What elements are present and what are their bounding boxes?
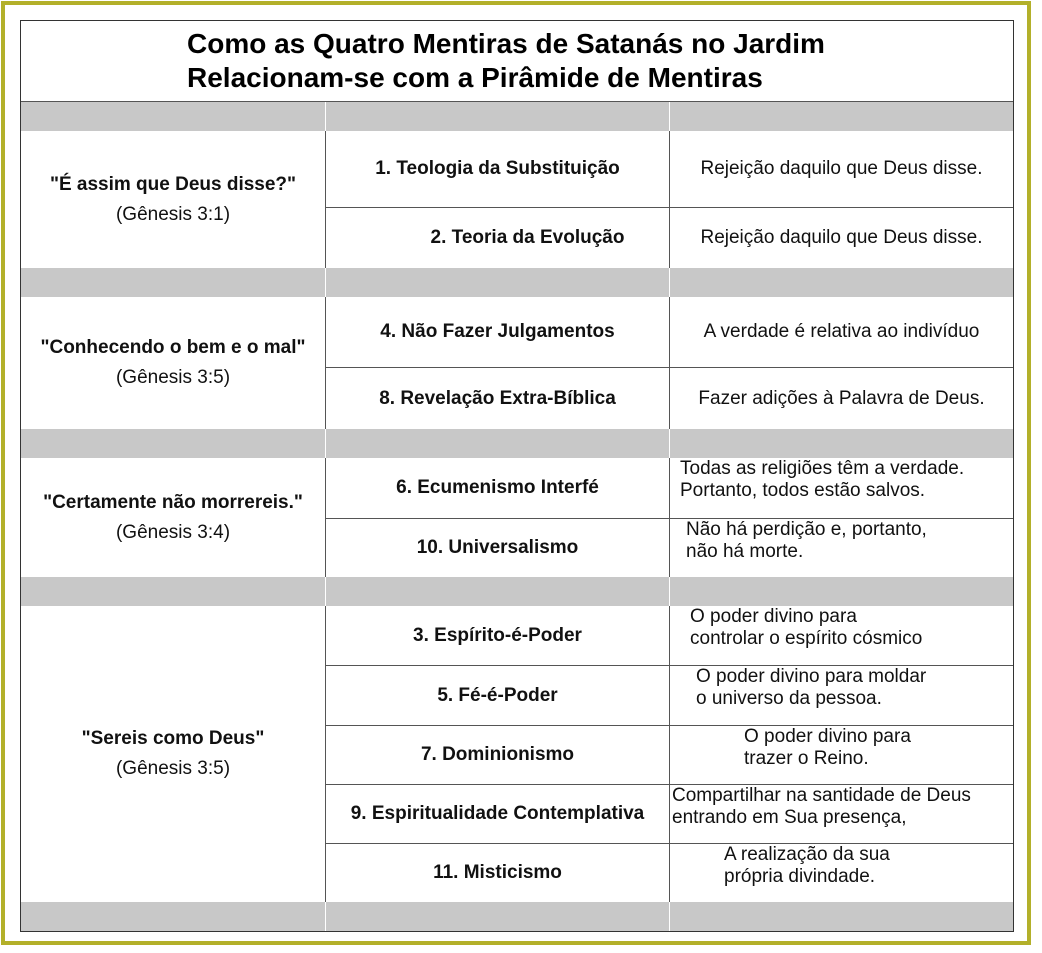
doctrine-cell: 10. Universalismo	[416, 537, 579, 558]
doctrine-cell: 2. Teoria da Evolução	[430, 227, 625, 248]
meaning-line: O poder divino para moldar	[696, 666, 927, 687]
meaning-line: Compartilhar na santidade de Deus	[672, 785, 971, 806]
meaning-cell	[670, 519, 1013, 577]
meaning-line: O poder divino para	[690, 606, 857, 627]
meaning-line: O poder divino para	[744, 726, 911, 747]
title-line-1: Como as Quatro Mentiras de Satanás no Jardim	[187, 28, 825, 59]
doctrine-cell: 7. Dominionismo	[420, 744, 575, 765]
lie-reference: (Gênesis 3:5)	[115, 758, 231, 779]
separator-band	[21, 268, 1013, 297]
lies-table	[20, 20, 1014, 932]
meaning-line: controlar o espírito cósmico	[690, 628, 923, 649]
meaning-cell	[670, 785, 1013, 843]
meaning-line: trazer o Reino.	[744, 748, 869, 769]
meaning-cell: A verdade é relativa ao indivíduo	[703, 321, 980, 342]
meaning-cell: Rejeição daquilo que Deus disse.	[700, 227, 983, 248]
meaning-cell	[670, 458, 1013, 518]
meaning-line: A realização da sua	[724, 844, 890, 865]
table-title	[187, 27, 987, 95]
meaning-cell: Fazer adições à Palavra de Deus.	[698, 387, 985, 409]
meaning-line: o universo da pessoa.	[696, 688, 882, 709]
separator-band	[21, 902, 1013, 931]
lie-reference: (Gênesis 3:5)	[115, 367, 231, 388]
lie-quote: "É assim que Deus disse?"	[49, 173, 297, 195]
meaning-cell	[670, 606, 1013, 665]
meaning-line: Portanto, todos estão salvos.	[680, 480, 926, 501]
doctrine-cell: 11. Misticismo	[433, 862, 562, 883]
lie-reference: (Gênesis 3:4)	[115, 521, 231, 543]
meaning-cell	[670, 726, 1013, 784]
doctrine-cell: 6. Ecumenismo Interfé	[396, 477, 599, 498]
doctrine-cell: 1. Teologia da Substituição	[375, 158, 620, 179]
title-line-2: Relacionam-se com a Pirâmide de Mentiras	[187, 62, 763, 93]
meaning-cell	[670, 666, 1013, 725]
lie-cell	[21, 131, 325, 268]
doctrine-cell: 8. Revelação Extra-Bíblica	[379, 387, 616, 409]
meaning-line: entrando em Sua presença,	[672, 807, 907, 828]
separator-band	[21, 102, 1013, 131]
lie-quote: "Conhecendo o bem e o mal"	[40, 337, 306, 358]
doctrine-cell: 3. Espírito-é-Poder	[413, 624, 582, 646]
meaning-cell	[670, 844, 1013, 902]
lie-quote: "Sereis como Deus"	[81, 728, 265, 749]
meaning-cell: Rejeição daquilo que Deus disse.	[700, 158, 983, 179]
doctrine-cell: 4. Não Fazer Julgamentos	[380, 321, 615, 342]
meaning-line: não há morte.	[686, 541, 804, 562]
separator-band	[21, 577, 1013, 606]
lie-cell	[21, 458, 325, 577]
lie-reference: (Gênesis 3:1)	[115, 203, 231, 225]
meaning-line: própria divindade.	[724, 866, 876, 887]
doctrine-cell: 9. Espiritualidade Contemplativa	[350, 803, 645, 824]
separator-band	[21, 429, 1013, 458]
doctrine-cell: 5. Fé-é-Poder	[437, 684, 558, 706]
lie-cell	[21, 606, 325, 902]
lie-cell	[21, 297, 325, 429]
meaning-line: Todas as religiões têm a verdade.	[680, 458, 965, 479]
lie-quote: "Certamente não morrereis."	[43, 491, 303, 513]
meaning-line: Não há perdição e, portanto,	[686, 519, 927, 540]
